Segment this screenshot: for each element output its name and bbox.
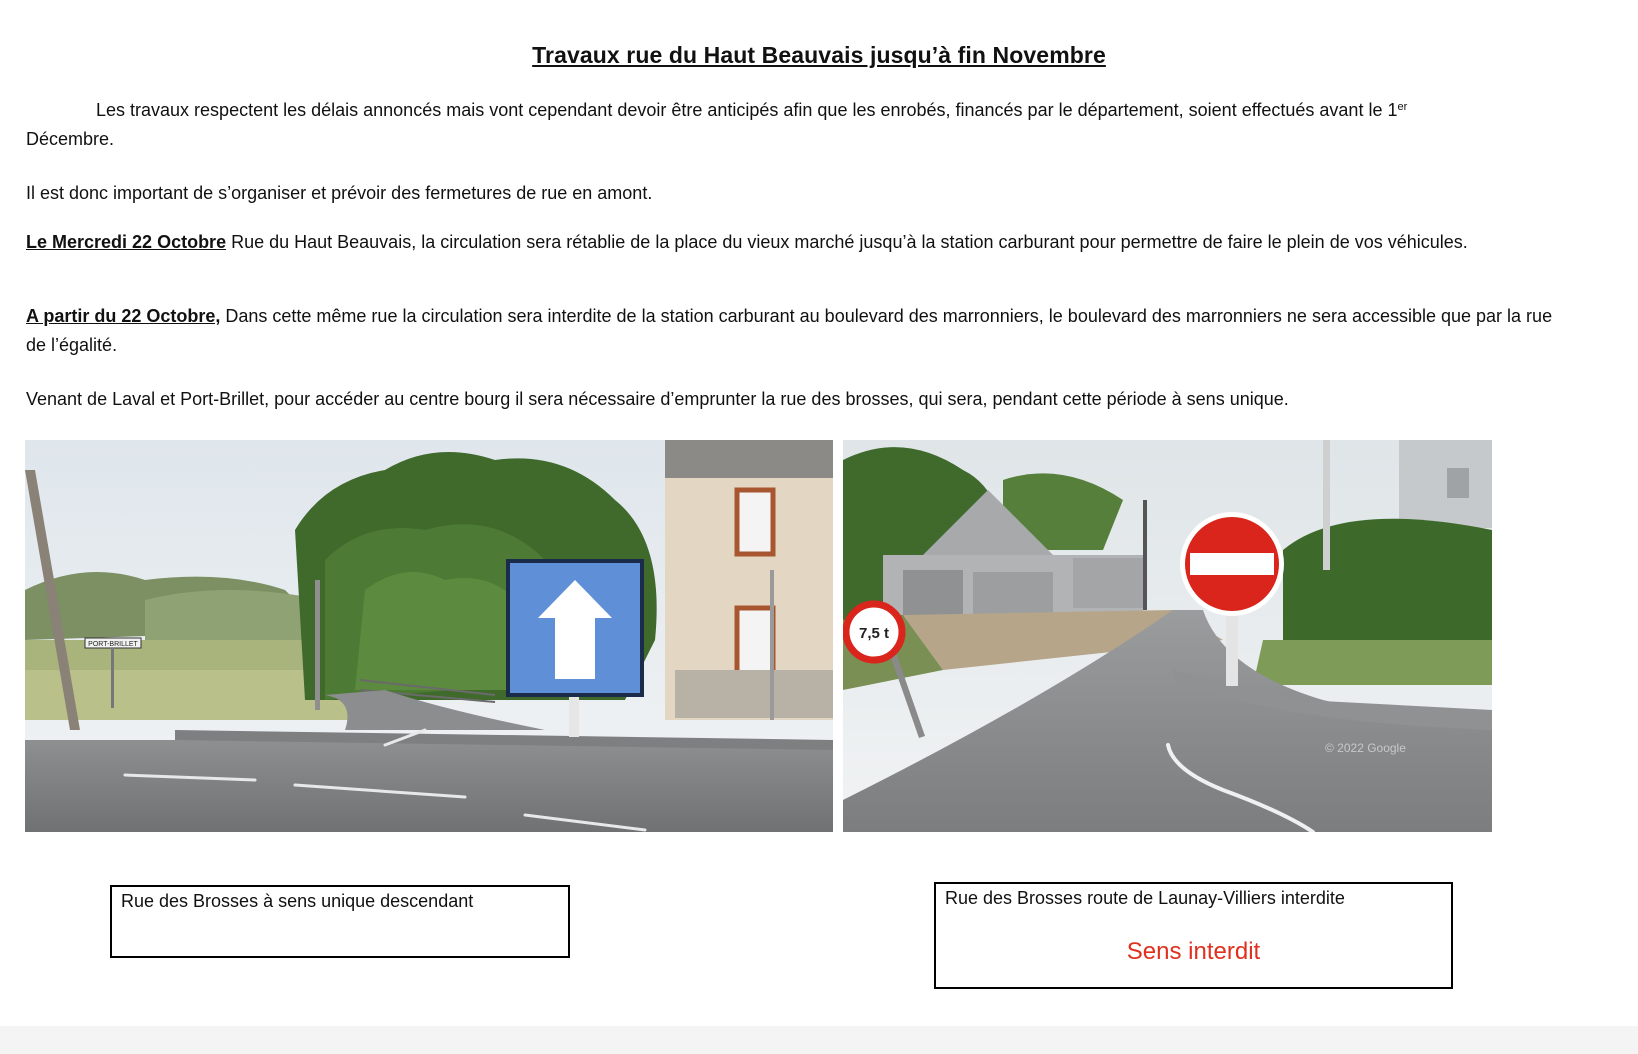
document-title: Travaux rue du Haut Beauvais jusqu’à fin Novembre xyxy=(532,42,1106,68)
intro-text: Les travaux respectent les délais annoncés mais vont cependant devoir être anticipés afin que les enrobés, financés par le département, soient effectués avant le 1 xyxy=(96,100,1398,120)
caption-left: Rue des Brosses à sens unique descendant xyxy=(121,891,474,911)
photo-launay-villiers xyxy=(843,440,1492,832)
ordinal-superscript: er xyxy=(1397,101,1408,113)
weight-limit-text: 7,5 t xyxy=(858,625,890,642)
port-brillet-sign-text: PORT-BRILLET xyxy=(88,641,138,648)
wednesday-text: Rue du Haut Beauvais, la circulation sera rétablie de la place du vieux marché jusqu’à la station carburant pour permettre de faire le plein de vos véhicules. xyxy=(226,232,1468,252)
paragraph-intro xyxy=(26,96,1556,154)
date-lead-1: Le Mercredi 22 Octobre xyxy=(26,232,227,252)
from-22-text: Dans cette même rue la circulation sera interdite de la station carburant au boulevard des marronniers, le boulevard des marronniers ne sera accessible que par la rue de l’égalité. xyxy=(26,306,1553,355)
intro-end-text: Décembre. xyxy=(26,129,115,149)
page-bottom-strip xyxy=(0,1026,1638,1054)
photo-rue-des-brosses xyxy=(25,440,833,832)
paragraph-laval: Venant de Laval et Port-Brillet, pour accéder au centre bourg il sera nécessaire d’emprunter la rue des brosses, qui sera, pendant cette période à sens unique. xyxy=(26,389,1289,409)
paragraph-organise: Il est donc important de s’organiser et prévoir des fermetures de rue en amont. xyxy=(26,183,653,203)
caption-left-box xyxy=(110,885,570,958)
paragraph-from-22 xyxy=(26,302,1556,360)
date-lead-2: A partir du 22 Octobre, xyxy=(26,306,221,326)
paragraph-wednesday xyxy=(26,228,1556,257)
caption-right-box xyxy=(934,882,1453,989)
sens-interdit-label: Sens interdit xyxy=(1126,938,1261,965)
caption-right: Rue des Brosses route de Launay-Villiers interdite xyxy=(945,888,1345,908)
google-watermark: © 2022 Google xyxy=(1325,741,1406,755)
